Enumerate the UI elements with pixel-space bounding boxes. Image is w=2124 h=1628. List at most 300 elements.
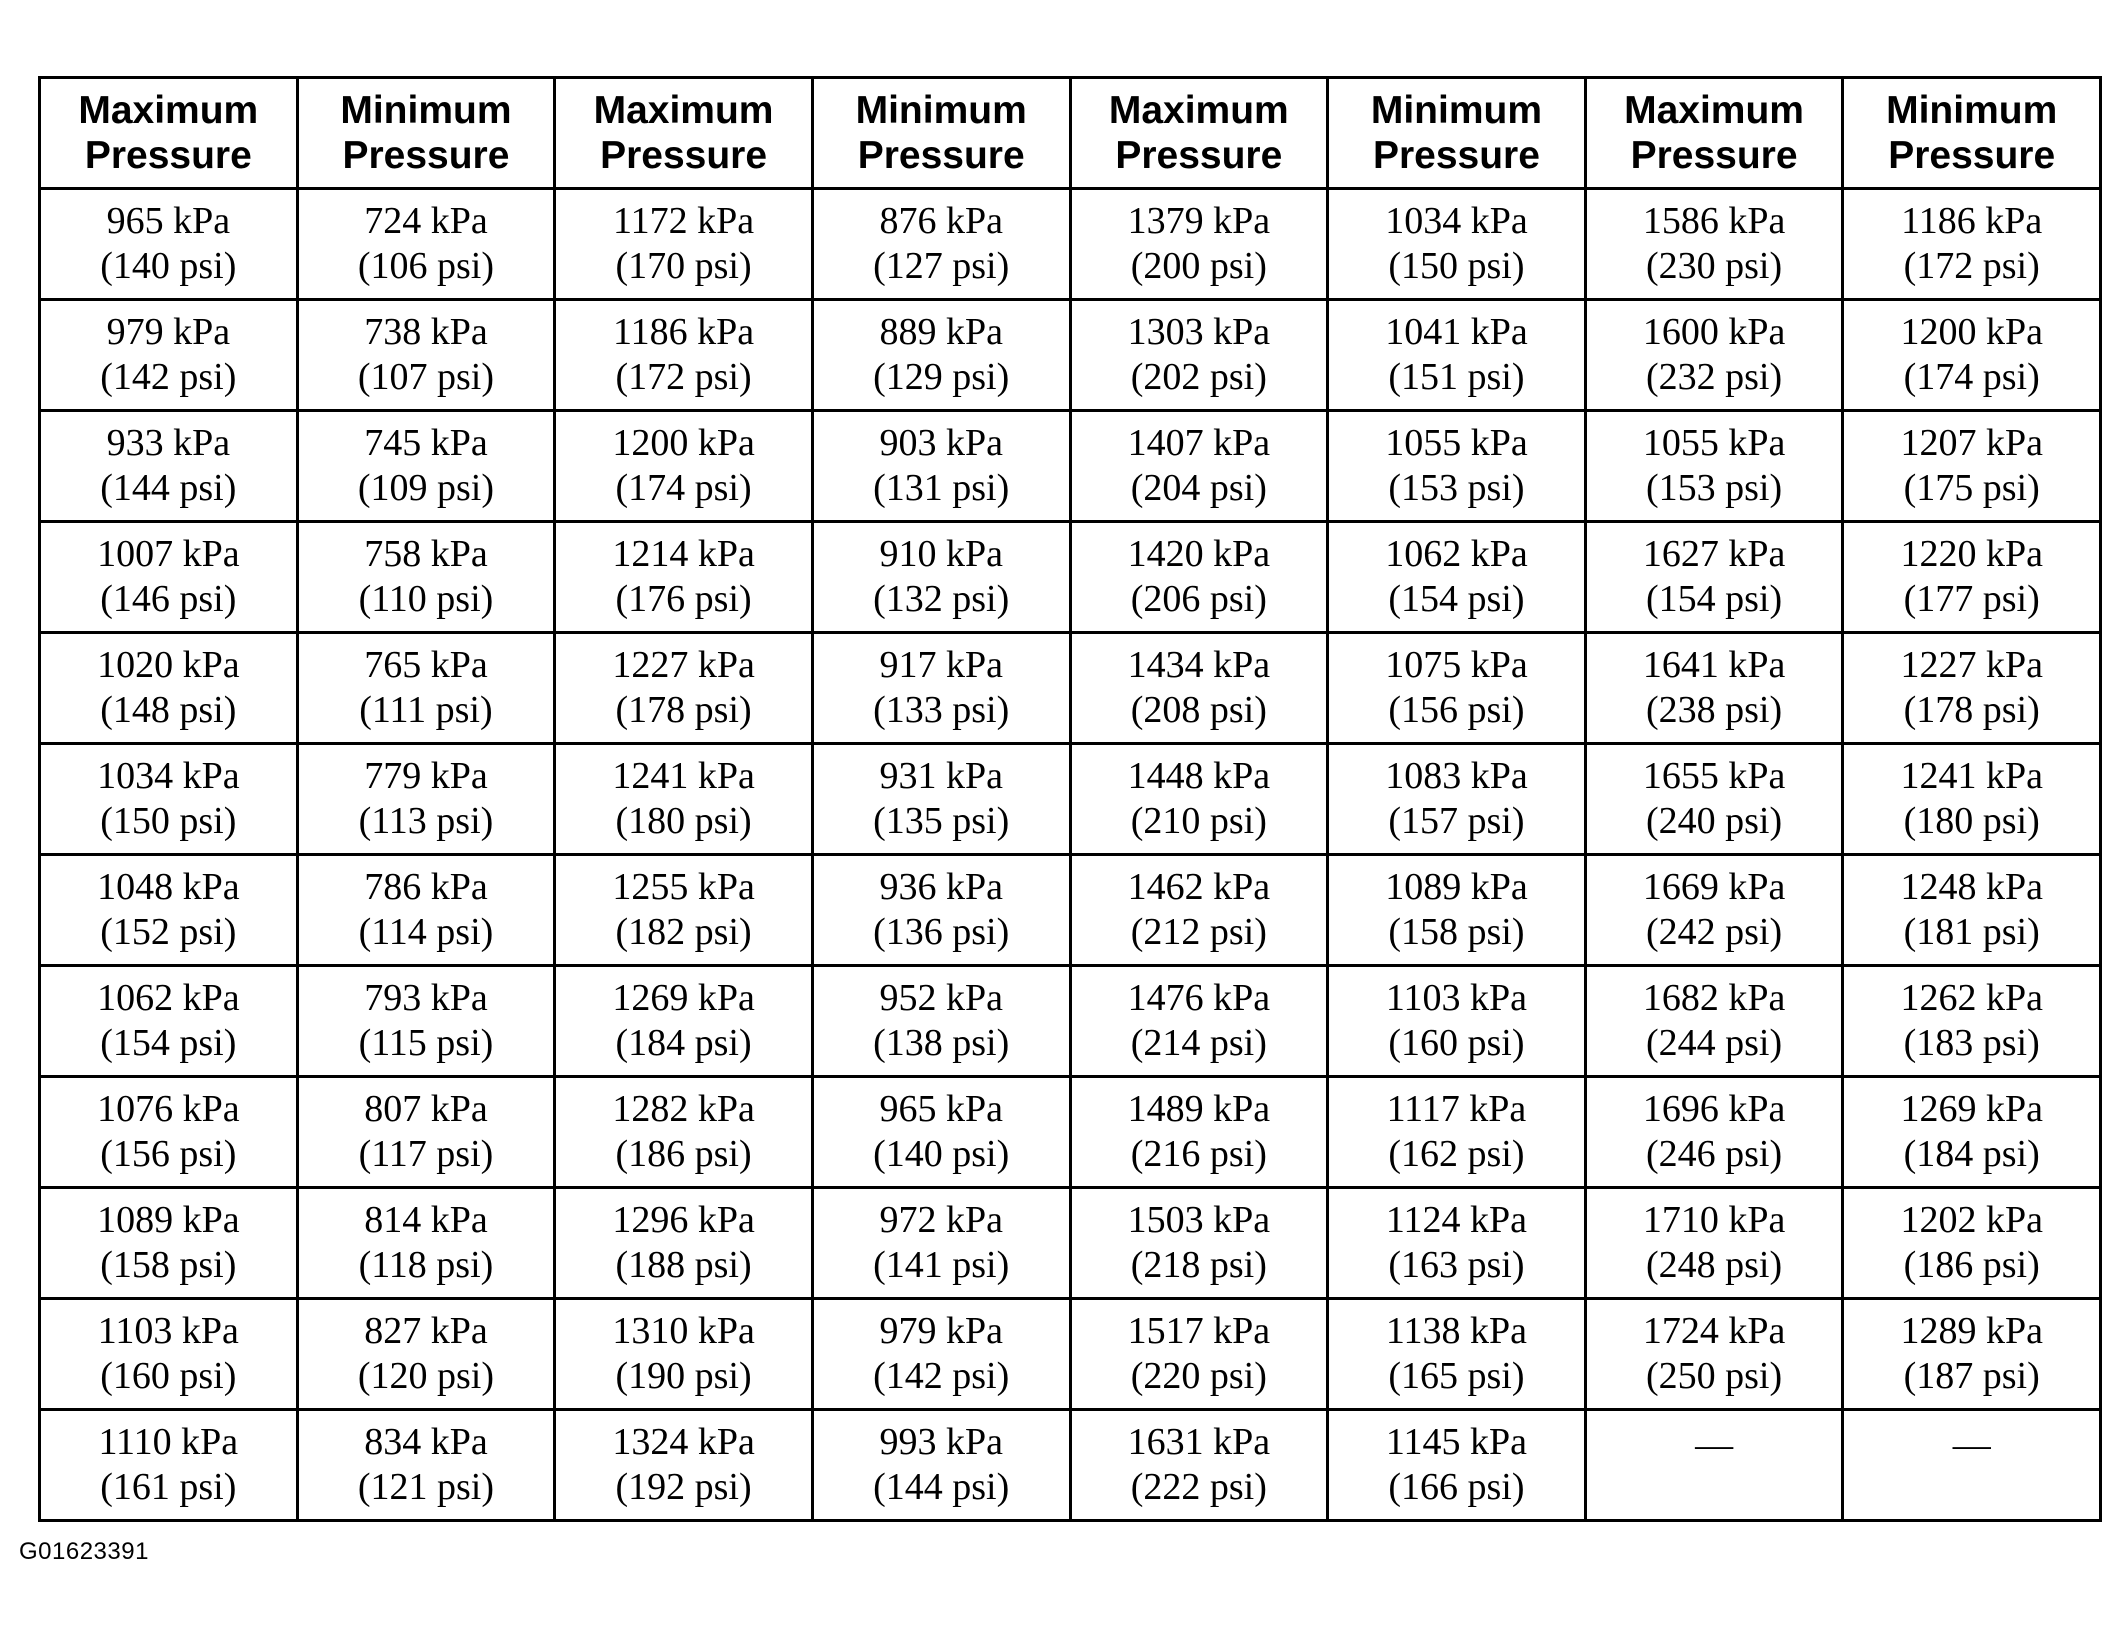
psi-value: (192 psi) — [615, 1466, 752, 1508]
pressure-cell — [555, 522, 813, 633]
psi-value: (183 psi) — [1903, 1022, 2040, 1064]
kpa-value: 1248 kPa — [1900, 866, 2043, 908]
column-header-line: Maximum — [1108, 89, 1289, 132]
kpa-value: 933 kPa — [106, 422, 231, 464]
kpa-value: 936 kPa — [879, 866, 1003, 908]
kpa-value: 1075 kPa — [1385, 644, 1528, 686]
pressure-cell — [812, 300, 1070, 411]
psi-value: (132 psi) — [873, 578, 1010, 620]
pressure-cell — [1070, 855, 1328, 966]
psi-value: (138 psi) — [873, 1022, 1010, 1064]
column-header-line: Minimum — [855, 89, 1027, 132]
pressure-cell — [1843, 1410, 2101, 1521]
pressure-table — [38, 76, 2102, 1522]
pressure-cell — [1585, 744, 1843, 855]
pressure-cell — [40, 300, 298, 411]
pressure-cell — [1585, 411, 1843, 522]
pressure-cell — [40, 411, 298, 522]
kpa-value: 1448 kPa — [1127, 755, 1271, 797]
psi-value: (232 psi) — [1645, 356, 1783, 398]
table-row — [40, 1410, 2101, 1521]
pressure-cell — [1585, 966, 1843, 1077]
psi-value: (142 psi) — [100, 356, 237, 398]
psi-value: (154 psi) — [1645, 578, 1783, 620]
table-row — [40, 411, 2101, 522]
pressure-cell — [297, 522, 555, 633]
pressure-cell — [812, 744, 1070, 855]
pressure-cell — [40, 966, 298, 1077]
kpa-value: 931 kPa — [879, 755, 1003, 797]
kpa-value: 1303 kPa — [1127, 311, 1271, 353]
psi-value: (160 psi) — [100, 1355, 237, 1397]
psi-value: (114 psi) — [358, 911, 494, 953]
pressure-cell — [40, 1299, 298, 1410]
kpa-value: 1076 kPa — [97, 1088, 240, 1130]
kpa-value: 1103 kPa — [97, 1310, 239, 1352]
kpa-value: 910 kPa — [879, 533, 1003, 575]
column-header-line: Minimum — [340, 89, 512, 132]
psi-value: (230 psi) — [1645, 245, 1783, 287]
kpa-value: 1282 kPa — [612, 1088, 755, 1130]
kpa-value: 1434 kPa — [1127, 644, 1271, 686]
psi-value: (136 psi) — [873, 911, 1010, 953]
kpa-value: 1462 kPa — [1127, 866, 1271, 908]
pressure-cell — [812, 411, 1070, 522]
psi-value: (208 psi) — [1130, 689, 1267, 731]
column-header — [1328, 78, 1586, 189]
kpa-value: 1227 kPa — [612, 644, 755, 686]
kpa-value: 1083 kPa — [1385, 755, 1528, 797]
psi-value: (172 psi) — [1903, 245, 2040, 287]
kpa-value: 1324 kPa — [612, 1421, 755, 1463]
pressure-cell — [812, 1188, 1070, 1299]
psi-value: (120 psi) — [357, 1355, 495, 1397]
column-header-line: Pressure — [1888, 134, 2056, 177]
psi-value: (216 psi) — [1130, 1133, 1267, 1175]
kpa-value: 1089 kPa — [1385, 866, 1528, 908]
kpa-value: 827 kPa — [364, 1310, 488, 1352]
pressure-cell — [1328, 744, 1586, 855]
pressure-cell — [1585, 1299, 1843, 1410]
pressure-cell — [812, 1410, 1070, 1521]
psi-value: (153 psi) — [1645, 467, 1783, 509]
kpa-value: 758 kPa — [364, 533, 488, 575]
psi-value: (135 psi) — [873, 800, 1010, 842]
pressure-cell — [1328, 189, 1586, 300]
psi-value: (170 psi) — [615, 245, 752, 287]
kpa-value: 1214 kPa — [612, 533, 755, 575]
psi-value: (180 psi) — [1903, 800, 2040, 842]
pressure-cell — [297, 1077, 555, 1188]
table-body — [40, 189, 2101, 1521]
kpa-value: 1724 kPa — [1642, 1310, 1786, 1352]
psi-value: (133 psi) — [873, 689, 1010, 731]
pressure-cell — [1843, 300, 2101, 411]
kpa-value: 979 kPa — [879, 1310, 1003, 1352]
kpa-value: 1269 kPa — [612, 977, 755, 1019]
column-header-line: Maximum — [1624, 89, 1804, 132]
kpa-value: 1117 kPa — [1386, 1088, 1527, 1130]
kpa-value: 1041 kPa — [1385, 311, 1528, 353]
psi-value: (182 psi) — [615, 911, 752, 953]
kpa-value: 724 kPa — [364, 200, 488, 242]
pressure-cell — [1843, 855, 2101, 966]
table-row — [40, 633, 2101, 744]
psi-value: (180 psi) — [615, 800, 752, 842]
pressure-cell — [1843, 966, 2101, 1077]
psi-value: (176 psi) — [615, 578, 752, 620]
kpa-value: 1241 kPa — [612, 755, 755, 797]
header-row — [40, 78, 2101, 189]
column-header-line: Pressure — [84, 134, 252, 177]
psi-value: (174 psi) — [1903, 356, 2040, 398]
column-header — [1585, 78, 1843, 189]
pressure-cell — [555, 300, 813, 411]
column-header-line: Pressure — [1630, 134, 1798, 177]
pressure-cell — [1843, 189, 2101, 300]
kpa-value: 765 kPa — [364, 644, 488, 686]
pressure-cell — [555, 633, 813, 744]
psi-value: (154 psi) — [100, 1022, 237, 1064]
kpa-value: 876 kPa — [879, 200, 1003, 242]
kpa-value: 1682 kPa — [1642, 977, 1786, 1019]
kpa-value: 1200 kPa — [612, 422, 755, 464]
psi-value: (106 psi) — [357, 245, 495, 287]
psi-value: (202 psi) — [1130, 356, 1267, 398]
kpa-value: 1241 kPa — [1900, 755, 2043, 797]
kpa-value: 1103 kPa — [1385, 977, 1527, 1019]
kpa-value: 1517 kPa — [1127, 1310, 1271, 1352]
kpa-value: 993 kPa — [879, 1421, 1003, 1463]
psi-value: (153 psi) — [1388, 467, 1525, 509]
pressure-cell — [812, 855, 1070, 966]
column-header — [555, 78, 813, 189]
empty-value-dash: — — [1695, 1423, 1734, 1466]
kpa-value: 1476 kPa — [1127, 977, 1271, 1019]
pressure-cell — [812, 1299, 1070, 1410]
kpa-value: 738 kPa — [364, 311, 488, 353]
pressure-cell — [40, 1077, 298, 1188]
pressure-cell — [1843, 411, 2101, 522]
pressure-cell — [555, 1410, 813, 1521]
pressure-cell — [555, 744, 813, 855]
psi-value: (220 psi) — [1130, 1355, 1267, 1397]
pressure-cell — [297, 1410, 555, 1521]
pressure-cell — [1585, 522, 1843, 633]
psi-value: (188 psi) — [615, 1244, 752, 1286]
pressure-cell — [1843, 744, 2101, 855]
pressure-cell — [1328, 1077, 1586, 1188]
psi-value: (240 psi) — [1645, 800, 1783, 842]
psi-value: (238 psi) — [1645, 689, 1783, 731]
table-row — [40, 189, 2101, 300]
pressure-cell — [1328, 966, 1586, 1077]
table-row — [40, 1077, 2101, 1188]
kpa-value: 1289 kPa — [1900, 1310, 2043, 1352]
kpa-value: 1124 kPa — [1385, 1199, 1527, 1241]
pressure-cell — [812, 189, 1070, 300]
kpa-value: 889 kPa — [879, 311, 1003, 353]
empty-value-dash: — — [1952, 1423, 1991, 1466]
psi-value: (162 psi) — [1388, 1133, 1525, 1175]
column-header-line: Pressure — [342, 134, 510, 177]
kpa-value: 1586 kPa — [1642, 200, 1786, 242]
psi-value: (206 psi) — [1130, 578, 1267, 620]
kpa-value: 814 kPa — [364, 1199, 488, 1241]
psi-value: (174 psi) — [615, 467, 752, 509]
psi-value: (144 psi) — [100, 467, 237, 509]
psi-value: (244 psi) — [1645, 1022, 1783, 1064]
pressure-cell — [1328, 1188, 1586, 1299]
pressure-cell — [1328, 633, 1586, 744]
column-header-line: Pressure — [600, 134, 768, 177]
psi-value: (158 psi) — [1388, 911, 1525, 953]
kpa-value: 1600 kPa — [1642, 311, 1786, 353]
pressure-cell — [812, 522, 1070, 633]
kpa-value: 1007 kPa — [97, 533, 240, 575]
pressure-cell — [40, 633, 298, 744]
pressure-cell — [40, 522, 298, 633]
kpa-value: 1631 kPa — [1127, 1421, 1271, 1463]
kpa-value: 1220 kPa — [1900, 533, 2043, 575]
pressure-cell — [812, 966, 1070, 1077]
kpa-value: 1420 kPa — [1127, 533, 1271, 575]
psi-value: (110 psi) — [358, 578, 494, 620]
kpa-value: 1655 kPa — [1642, 755, 1786, 797]
psi-value: (172 psi) — [615, 356, 752, 398]
pressure-cell — [1328, 1410, 1586, 1521]
psi-value: (210 psi) — [1130, 800, 1267, 842]
kpa-value: 1200 kPa — [1900, 311, 2043, 353]
kpa-value: 807 kPa — [364, 1088, 488, 1130]
psi-value: (158 psi) — [100, 1244, 237, 1286]
psi-value: (187 psi) — [1903, 1355, 2040, 1397]
kpa-value: 745 kPa — [364, 422, 488, 464]
kpa-value: 1145 kPa — [1385, 1421, 1527, 1463]
pressure-cell — [1070, 1410, 1328, 1521]
column-header — [1070, 78, 1328, 189]
psi-value: (154 psi) — [1388, 578, 1525, 620]
kpa-value: 1034 kPa — [97, 755, 240, 797]
pressure-cell — [555, 966, 813, 1077]
pressure-cell — [1328, 411, 1586, 522]
pressure-cell — [1070, 411, 1328, 522]
pressure-cell — [40, 855, 298, 966]
kpa-value: 1262 kPa — [1900, 977, 2043, 1019]
psi-value: (161 psi) — [100, 1466, 237, 1508]
psi-value: (144 psi) — [873, 1466, 1010, 1508]
psi-value: (118 psi) — [358, 1244, 494, 1286]
psi-value: (177 psi) — [1903, 578, 2040, 620]
psi-value: (152 psi) — [100, 911, 237, 953]
psi-value: (113 psi) — [358, 800, 494, 842]
column-header — [1843, 78, 2101, 189]
psi-value: (129 psi) — [873, 356, 1010, 398]
kpa-value: 779 kPa — [364, 755, 488, 797]
pressure-cell — [40, 744, 298, 855]
column-header-line: Pressure — [1115, 134, 1283, 177]
kpa-value: 1110 kPa — [98, 1421, 239, 1463]
pressure-cell — [297, 189, 555, 300]
kpa-value: 1202 kPa — [1900, 1199, 2043, 1241]
pressure-cell — [1585, 189, 1843, 300]
psi-value: (160 psi) — [1388, 1022, 1525, 1064]
kpa-value: 1255 kPa — [612, 866, 755, 908]
kpa-value: 1020 kPa — [97, 644, 240, 686]
pressure-cell — [1328, 855, 1586, 966]
kpa-value: 1310 kPa — [612, 1310, 755, 1352]
pressure-cell — [1070, 300, 1328, 411]
pressure-cell — [555, 189, 813, 300]
pressure-cell — [555, 1188, 813, 1299]
kpa-value: 952 kPa — [879, 977, 1003, 1019]
pressure-cell — [1070, 633, 1328, 744]
psi-value: (242 psi) — [1645, 911, 1783, 953]
psi-value: (151 psi) — [1388, 356, 1525, 398]
kpa-value: 1669 kPa — [1642, 866, 1786, 908]
table-row — [40, 522, 2101, 633]
psi-value: (184 psi) — [1903, 1133, 2040, 1175]
kpa-value: 1696 kPa — [1642, 1088, 1786, 1130]
pressure-cell — [812, 633, 1070, 744]
table-row — [40, 966, 2101, 1077]
kpa-value: 1227 kPa — [1900, 644, 2043, 686]
psi-value: (166 psi) — [1388, 1466, 1525, 1508]
kpa-value: 1138 kPa — [1385, 1310, 1527, 1352]
psi-value: (111 psi) — [359, 689, 493, 731]
column-header-line: Maximum — [593, 89, 774, 132]
pressure-cell — [297, 1188, 555, 1299]
kpa-value: 1062 kPa — [97, 977, 240, 1019]
psi-value: (178 psi) — [615, 689, 752, 731]
psi-value: (156 psi) — [1388, 689, 1525, 731]
column-header — [297, 78, 555, 189]
pressure-cell — [297, 744, 555, 855]
kpa-value: 903 kPa — [879, 422, 1003, 464]
pressure-cell — [555, 1077, 813, 1188]
psi-value: (246 psi) — [1645, 1133, 1783, 1175]
pressure-cell — [1070, 1188, 1328, 1299]
psi-value: (214 psi) — [1130, 1022, 1267, 1064]
kpa-value: 1641 kPa — [1642, 644, 1786, 686]
pressure-cell — [40, 1188, 298, 1299]
psi-value: (121 psi) — [357, 1466, 495, 1508]
psi-value: (131 psi) — [873, 467, 1010, 509]
pressure-cell — [1070, 966, 1328, 1077]
table-row — [40, 1188, 2101, 1299]
kpa-value: 1172 kPa — [613, 200, 755, 242]
pressure-cell — [297, 855, 555, 966]
kpa-value: 917 kPa — [879, 644, 1003, 686]
kpa-value: 1048 kPa — [97, 866, 240, 908]
kpa-value: 1055 kPa — [1642, 422, 1786, 464]
kpa-value: 972 kPa — [879, 1199, 1003, 1241]
pressure-cell — [1328, 300, 1586, 411]
psi-value: (212 psi) — [1130, 911, 1267, 953]
psi-value: (127 psi) — [873, 245, 1010, 287]
psi-value: (181 psi) — [1903, 911, 2040, 953]
kpa-value: 793 kPa — [364, 977, 488, 1019]
table-row — [40, 855, 2101, 966]
pressure-cell — [1843, 633, 2101, 744]
pressure-cell — [1070, 744, 1328, 855]
psi-value: (157 psi) — [1388, 800, 1525, 842]
pressure-cell — [1843, 1188, 2101, 1299]
kpa-value: 1296 kPa — [612, 1199, 755, 1241]
column-header — [40, 78, 298, 189]
psi-value: (117 psi) — [358, 1133, 494, 1175]
psi-value: (107 psi) — [357, 356, 495, 398]
pressure-cell — [812, 1077, 1070, 1188]
pressure-cell — [1843, 1299, 2101, 1410]
column-header-line: Pressure — [1372, 134, 1540, 177]
pressure-cell — [297, 1299, 555, 1410]
psi-value: (222 psi) — [1130, 1466, 1267, 1508]
kpa-value: 1407 kPa — [1127, 422, 1271, 464]
psi-value: (156 psi) — [100, 1133, 237, 1175]
psi-value: (248 psi) — [1645, 1244, 1783, 1286]
pressure-cell — [297, 633, 555, 744]
pressure-cell — [1585, 1077, 1843, 1188]
kpa-value: 1207 kPa — [1900, 422, 2043, 464]
kpa-value: 979 kPa — [106, 311, 231, 353]
psi-value: (115 psi) — [358, 1022, 494, 1064]
column-header-line: Pressure — [857, 134, 1025, 177]
psi-value: (175 psi) — [1903, 467, 2040, 509]
pressure-cell — [555, 855, 813, 966]
pressure-cell — [1843, 522, 2101, 633]
psi-value: (142 psi) — [873, 1355, 1010, 1397]
psi-value: (141 psi) — [873, 1244, 1010, 1286]
pressure-cell — [1070, 1299, 1328, 1410]
pressure-cell — [40, 189, 298, 300]
kpa-value: 1269 kPa — [1900, 1088, 2043, 1130]
psi-value: (163 psi) — [1388, 1244, 1525, 1286]
psi-value: (146 psi) — [100, 578, 237, 620]
pressure-cell — [555, 411, 813, 522]
pressure-cell — [1585, 1410, 1843, 1521]
pressure-cell — [1070, 522, 1328, 633]
pressure-cell — [555, 1299, 813, 1410]
pressure-cell — [1585, 1188, 1843, 1299]
pressure-cell — [297, 300, 555, 411]
pressure-cell — [1843, 1077, 2101, 1188]
column-header-line: Maximum — [78, 89, 259, 132]
kpa-value: 965 kPa — [879, 1088, 1003, 1130]
pressure-cell — [1070, 1077, 1328, 1188]
table-row — [40, 744, 2101, 855]
pressure-cell — [1585, 855, 1843, 966]
kpa-value: 1379 kPa — [1127, 200, 1271, 242]
kpa-value: 1186 kPa — [613, 311, 755, 353]
pressure-cell — [297, 411, 555, 522]
kpa-value: 1503 kPa — [1127, 1199, 1271, 1241]
column-header-line: Minimum — [1886, 89, 2058, 132]
psi-value: (140 psi) — [100, 245, 237, 287]
psi-value: (140 psi) — [873, 1133, 1010, 1175]
psi-value: (218 psi) — [1130, 1244, 1267, 1286]
column-header-line: Minimum — [1370, 89, 1543, 132]
kpa-value: 1627 kPa — [1642, 533, 1786, 575]
psi-value: (184 psi) — [615, 1022, 752, 1064]
pressure-cell — [1070, 189, 1328, 300]
kpa-value: 1489 kPa — [1127, 1088, 1271, 1130]
kpa-value: 786 kPa — [364, 866, 488, 908]
psi-value: (150 psi) — [1388, 245, 1525, 287]
kpa-value: 1089 kPa — [97, 1199, 240, 1241]
psi-value: (200 psi) — [1130, 245, 1267, 287]
psi-value: (150 psi) — [100, 800, 237, 842]
